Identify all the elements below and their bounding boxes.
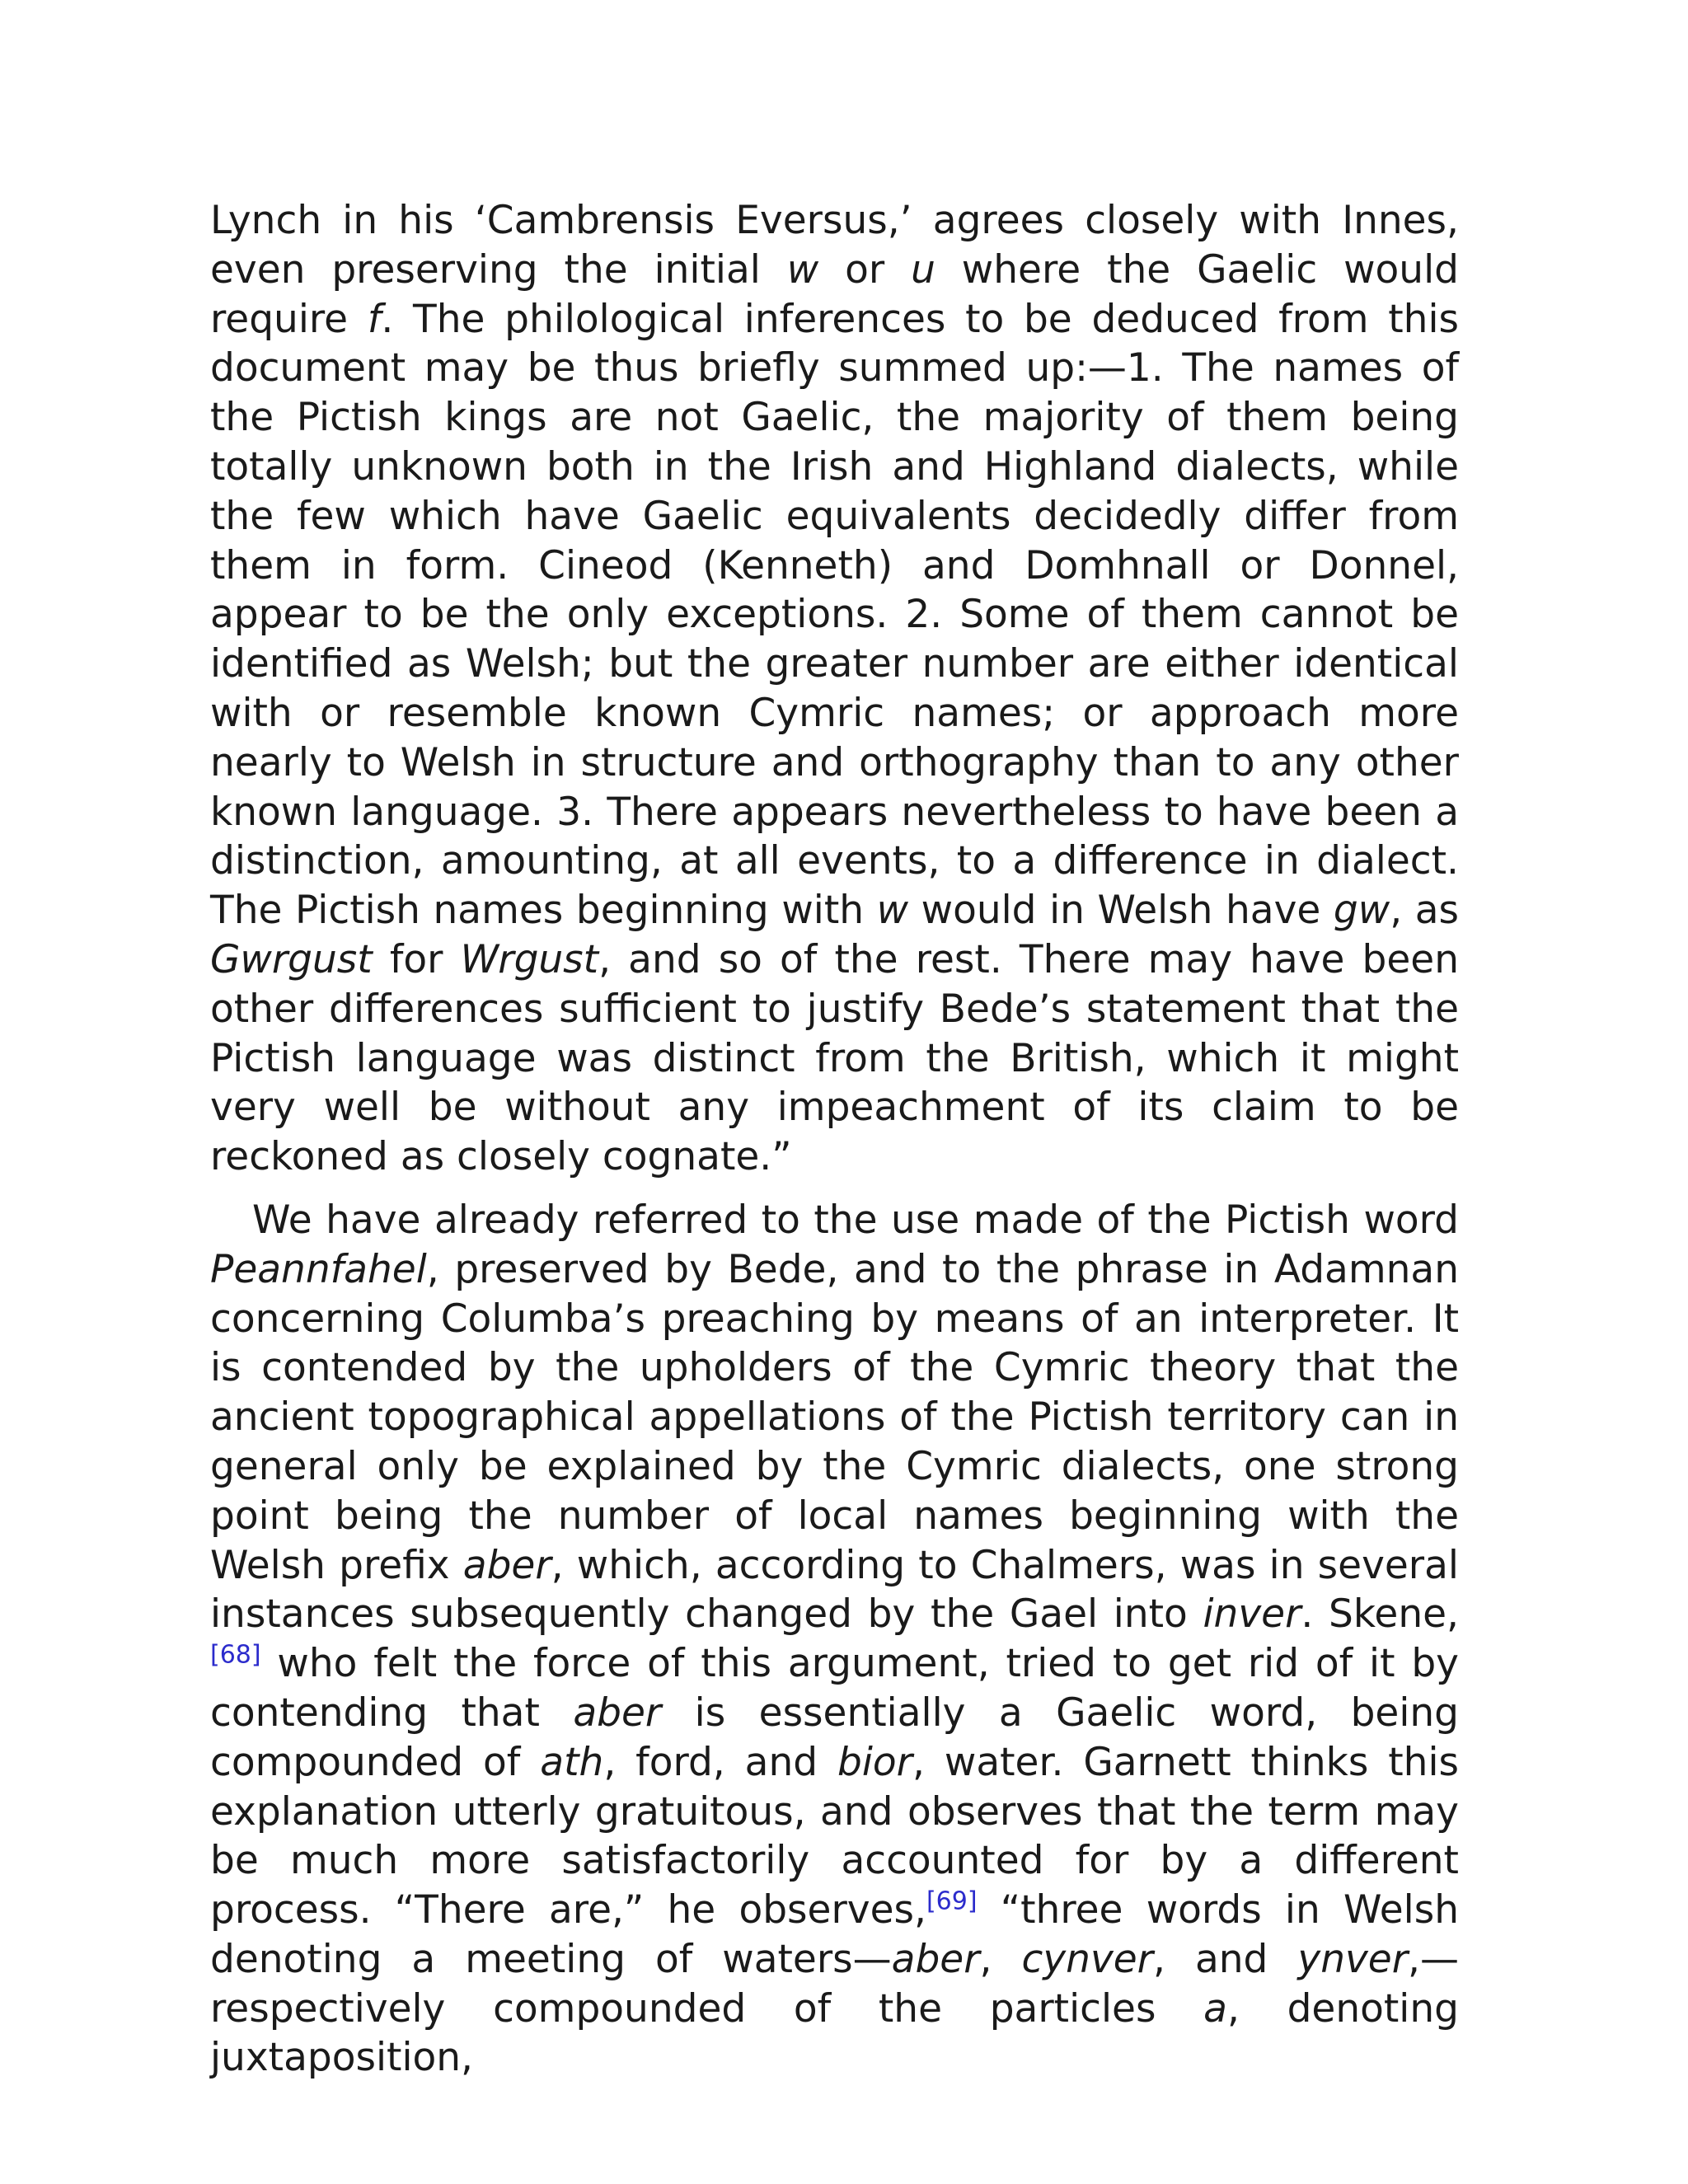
paragraph-1: Lynch in his ‘Cambrensis Eversus,’ agrees closely with Innes, even preserving the initial w or u where the Gaelic would require f. The philological inferences to be deduced from this document may be thus briefly summed up:—1. The names of the Pictish kings are not Gaelic, the majority of them being totally unknown both in the Irish and Highland dialects, while the few which have Gaelic equivalents decidedly differ from them in form. Cineod (Kenneth) and Domhnall or Donnel, appear to be the only exceptions. 2. Some of them cannot be identified as Welsh; but the greater number are either identical with or resemble known Cymric names; or approach more nearly to Welsh in structure and orthography than to any other known language. 3. There appears nevertheless to have been a distinction, amounting, at all events, to a difference in dialect. The Pictish names beginning with w would in Welsh have gw, as Gwrgust for Wrgust, and so of the rest. There may have been other differences sufficient to justify Bede’s statement that the Pictish language was distinct from the British, which it might very well be without any impeachment of its claim to be reckoned as closely cognate.”: [210, 198, 1459, 1180]
page-body: [210, 196, 1459, 2083]
paragraph-2: We have already referred to the use made of the Pictish word Peannfahel, preserved by Bede, and to the phrase in Adamnan concerning Columba’s preaching by means of an interpreter. It is contended by the upholders of the Cymric theory that the ancient topographical appellations of the Pictish territory can in general only be explained by the Cymric dialects, one strong point being the number of local names beginning with the Welsh prefix aber, which, according to Chalmers, was in several instances subsequently changed by the Gael into inver. Skene,[68] who felt the force of this argument, tried to get rid of it by contending that aber is essentially a Gaelic word, being compounded of ath, ford, and bior, water. Garnett thinks this explanation utterly gratuitous, and observes that the term may be much more satisfactorily accounted for by a different process. “There are,” he observes,[69] “three words in Welsh denoting a meeting of waters—aber, cynver, and ynver,—respectively compounded of the particles a, denoting juxtaposition,: [210, 1197, 1459, 2081]
footnote-ref-68: [210, 1640, 261, 1669]
footnote-link-68[interactable]: [68]: [210, 1640, 261, 1670]
footnote-link-69[interactable]: [69]: [926, 1886, 978, 1916]
footnote-ref-69: [926, 1886, 978, 1915]
